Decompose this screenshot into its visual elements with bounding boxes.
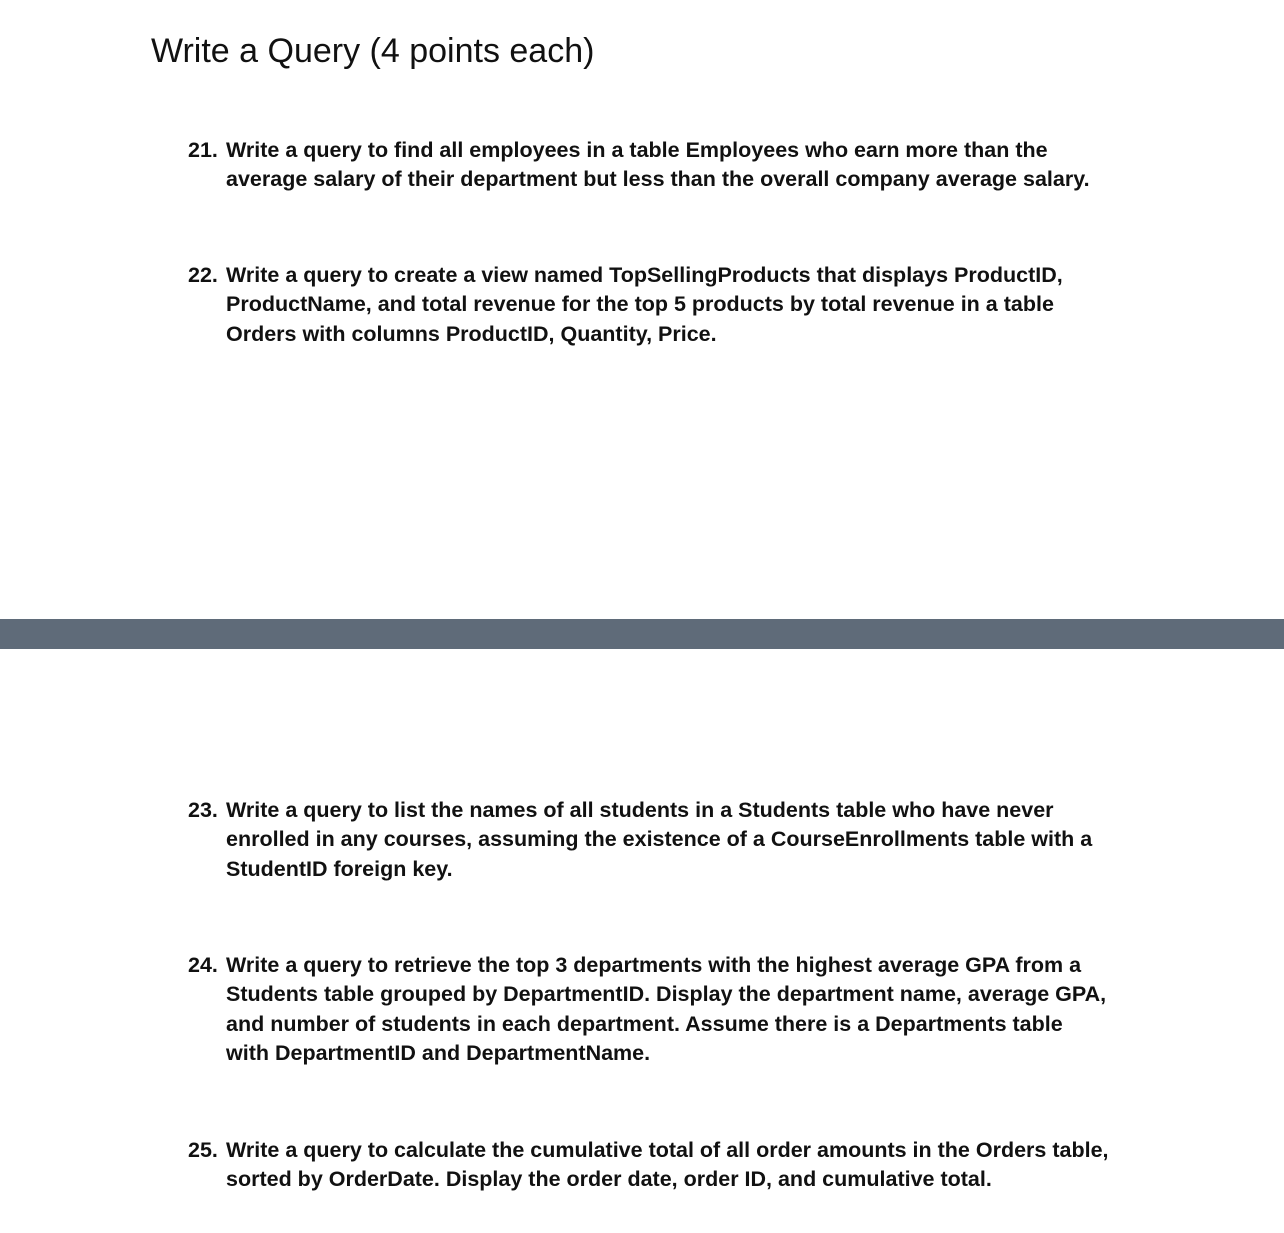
question-24 bbox=[188, 951, 1148, 1069]
question-text-line: with DepartmentID and DepartmentName. bbox=[226, 1041, 651, 1066]
question-text bbox=[226, 136, 1148, 195]
question-number: 21. bbox=[188, 138, 218, 162]
question-number: 24. bbox=[188, 953, 218, 977]
question-text-line: average salary of their department but less than the overall company average salary. bbox=[226, 167, 1090, 192]
question-text bbox=[226, 1136, 1148, 1195]
question-text-line: Write a query to list the names of all students in a Students table who have never bbox=[226, 798, 1054, 822]
question-text-line: Write a query to find all employees in a table Employees who earn more than the bbox=[226, 138, 1048, 162]
question-21 bbox=[188, 136, 1148, 195]
question-text-line: StudentID foreign key. bbox=[226, 856, 453, 881]
question-text-line: Write a query to calculate the cumulative total of all order amounts in the Orders table, bbox=[226, 1138, 1109, 1162]
question-text bbox=[226, 796, 1148, 884]
question-23 bbox=[188, 796, 1148, 884]
question-number: 23. bbox=[188, 798, 218, 822]
document-page-2 bbox=[0, 649, 1284, 1233]
page-separator bbox=[0, 619, 1284, 649]
question-text bbox=[226, 261, 1148, 349]
question-number: 22. bbox=[188, 263, 218, 287]
question-text-line: Write a query to create a view named TopSellingProducts that displays ProductID, bbox=[226, 263, 1063, 287]
question-text-line: Orders with columns ProductID, Quantity, Price. bbox=[226, 321, 717, 346]
question-22 bbox=[188, 261, 1148, 349]
question-text bbox=[226, 951, 1148, 1069]
question-text-line: sorted by OrderDate. Display the order date, order ID, and cumulative total. bbox=[226, 1167, 992, 1192]
section-title: Write a Query (4 points each) bbox=[151, 32, 595, 70]
question-text-line: Students table grouped by DepartmentID. Display the department name, average GPA, bbox=[226, 982, 1107, 1007]
question-text-line: enrolled in any courses, assuming the existence of a CourseEnrollments table with a bbox=[226, 827, 1093, 852]
question-text-line: Write a query to retrieve the top 3 departments with the highest average GPA from a bbox=[226, 953, 1082, 977]
question-text-line: ProductName, and total revenue for the top 5 products by total revenue in a table bbox=[226, 292, 1054, 317]
question-number: 25. bbox=[188, 1138, 218, 1162]
question-text-line: and number of students in each department. Assume there is a Departments table bbox=[226, 1011, 1063, 1036]
question-25 bbox=[188, 1136, 1148, 1195]
